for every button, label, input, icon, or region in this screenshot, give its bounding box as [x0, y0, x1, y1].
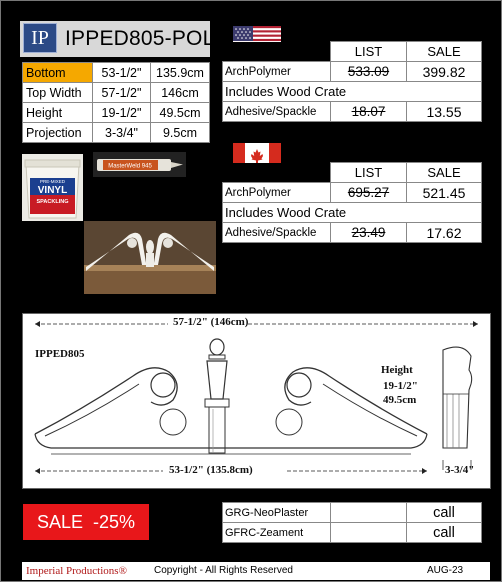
- height-metric: 49.5cm: [383, 394, 417, 406]
- material-name: GRG-NeoPlaster: [223, 503, 331, 523]
- us-price-table: [222, 41, 482, 122]
- call-value: call: [407, 503, 482, 523]
- drawing-code-label: IPPED805: [35, 348, 85, 360]
- list-header: LIST: [331, 163, 407, 183]
- copyright-text: Copyright - All Rights Reserved: [154, 565, 293, 576]
- dimension-row: [23, 103, 210, 123]
- call-value: call: [407, 523, 482, 543]
- bucket-label-main: VINYL: [37, 185, 68, 196]
- price-row: [223, 102, 482, 122]
- price-row: [223, 82, 482, 102]
- revision-date: AUG-23: [427, 565, 464, 576]
- trade-material-table: [222, 502, 482, 543]
- product-code: IPPED805-POL: [65, 27, 215, 50]
- price-row: [223, 62, 482, 82]
- dimension-label: Top Width: [23, 83, 93, 103]
- sale-price: 399.82: [407, 62, 482, 82]
- dimension-label: Projection: [23, 123, 93, 143]
- material-name: Adhesive/Spackle: [223, 223, 331, 243]
- adhesive-tube-photo: [93, 152, 186, 177]
- dimension-imperial: 53-1/2": [93, 63, 151, 83]
- trade-row: [223, 523, 482, 543]
- price-header-row: [223, 42, 482, 62]
- list-price: 18.07: [331, 102, 407, 122]
- material-name: ArchPolymer: [223, 62, 331, 82]
- dimension-imperial: 3-3/4": [93, 123, 151, 143]
- crate-note: Includes Wood Crate: [223, 203, 482, 223]
- sale-price: 13.55: [407, 102, 482, 122]
- trade-row: [223, 503, 482, 523]
- top-width-label: 57-1/2" (146cm): [173, 316, 249, 328]
- dimension-imperial: 57-1/2": [93, 83, 151, 103]
- list-price: 23.49: [331, 223, 407, 243]
- sale-price: 521.45: [407, 183, 482, 203]
- price-row: [223, 203, 482, 223]
- dimension-label: Bottom: [23, 63, 93, 83]
- sale-badge: SALE -25%: [23, 504, 149, 540]
- material-name: ArchPolymer: [223, 183, 331, 203]
- material-name: GFRC-Zeament: [223, 523, 331, 543]
- dimension-metric: 135.9cm: [151, 63, 210, 83]
- dimension-row: [23, 83, 210, 103]
- company-name: Imperial Productions®: [26, 565, 127, 577]
- dimension-metric: 49.5cm: [151, 103, 210, 123]
- dimension-metric: 146cm: [151, 83, 210, 103]
- dimension-metric: 9.5cm: [151, 123, 210, 143]
- material-name: Adhesive/Spackle: [223, 102, 331, 122]
- dimension-row: [23, 63, 210, 83]
- crate-note: Includes Wood Crate: [223, 82, 482, 102]
- ip-logo: IP: [23, 23, 57, 53]
- canada-price-table: [222, 162, 482, 243]
- bucket-label-top: PRE-MIXED: [39, 179, 66, 184]
- list-price: 695.27: [331, 183, 407, 203]
- bottom-width-label: 53-1/2" (135.8cm): [169, 464, 253, 476]
- price-header-row: [223, 163, 482, 183]
- sale-price: 17.62: [407, 223, 482, 243]
- dimension-imperial: 19-1/2": [93, 103, 151, 123]
- sale-header: SALE: [407, 42, 482, 62]
- height-label: Height: [381, 364, 413, 376]
- tube-label: MasterWeld 945: [108, 163, 152, 170]
- height-imperial: 19-1/2": [383, 380, 418, 392]
- price-row: [223, 223, 482, 243]
- dimension-table: [22, 62, 210, 143]
- price-row: [223, 183, 482, 203]
- dimension-row: [23, 123, 210, 143]
- dimension-label: Height: [23, 103, 93, 123]
- spackle-bucket-photo: [22, 154, 83, 221]
- projection-label: 3-3/4": [445, 464, 475, 476]
- footer: [22, 562, 490, 580]
- installed-pediment-photo: [84, 221, 216, 294]
- sale-header: SALE: [407, 163, 482, 183]
- list-price: 533.09: [331, 62, 407, 82]
- pediment-drawing: [22, 313, 491, 489]
- list-header: LIST: [331, 42, 407, 62]
- bucket-label-bottom: SPACKLING: [36, 199, 69, 205]
